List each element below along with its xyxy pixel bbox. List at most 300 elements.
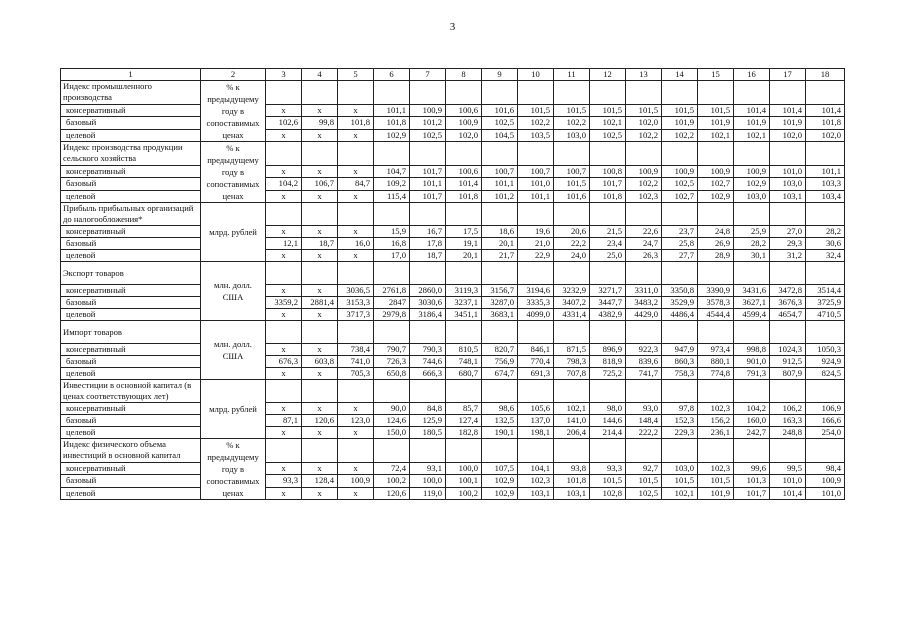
- empty-cell: [662, 262, 698, 285]
- value-cell: 102,3: [626, 190, 662, 202]
- value-cell: 100,9: [446, 117, 482, 129]
- empty-cell: [482, 142, 518, 166]
- value-cell: 3514,4: [806, 285, 845, 297]
- value-cell: 102,1: [734, 129, 770, 141]
- value-cell: 19,1: [446, 238, 482, 250]
- value-cell: 104,2: [734, 403, 770, 415]
- indicator-title: Индекс физического объема инвестиций в основной капитал: [61, 439, 201, 463]
- empty-cell: [806, 203, 845, 226]
- unit-cell: % к предыдущему году в сопоставимых ценах: [201, 81, 266, 142]
- value-cell: 101,0: [518, 178, 554, 190]
- indicator-title: Прибыль прибыльных организаций до налогообложения*: [61, 203, 201, 226]
- value-cell: 3350,8: [662, 285, 698, 297]
- value-cell: 99,6: [734, 462, 770, 474]
- empty-cell: [698, 142, 734, 166]
- value-cell: x: [302, 344, 338, 356]
- value-cell: 125,9: [410, 415, 446, 427]
- value-cell: 3407,2: [554, 297, 590, 309]
- value-cell: 93,0: [626, 403, 662, 415]
- value-cell: 156,2: [698, 415, 734, 427]
- value-cell: 102,0: [770, 129, 806, 141]
- empty-cell: [590, 321, 626, 344]
- value-cell: 101,1: [410, 178, 446, 190]
- table-row: [61, 368, 845, 380]
- empty-cell: [482, 439, 518, 463]
- value-cell: 101,5: [554, 178, 590, 190]
- empty-cell: [626, 380, 662, 403]
- value-cell: 101,8: [554, 475, 590, 487]
- value-cell: x: [302, 104, 338, 116]
- value-cell: 31,2: [770, 250, 806, 262]
- page-number: 3: [449, 21, 456, 33]
- column-number-header: 4: [302, 69, 338, 81]
- empty-cell: [374, 262, 410, 285]
- value-cell: x: [266, 129, 302, 141]
- value-cell: 17,5: [446, 226, 482, 238]
- empty-cell: [338, 439, 374, 463]
- value-cell: 236,1: [698, 427, 734, 439]
- column-number-header: 5: [338, 69, 374, 81]
- empty-cell: [302, 439, 338, 463]
- value-cell: 100,8: [590, 165, 626, 177]
- value-cell: 102,2: [518, 117, 554, 129]
- empty-cell: [734, 321, 770, 344]
- empty-cell: [698, 439, 734, 463]
- value-cell: x: [302, 250, 338, 262]
- value-cell: 98,6: [482, 403, 518, 415]
- value-cell: x: [266, 165, 302, 177]
- value-cell: 24,0: [554, 250, 590, 262]
- value-cell: 22,2: [554, 238, 590, 250]
- column-number-header: 13: [626, 69, 662, 81]
- value-cell: 102,9: [734, 178, 770, 190]
- value-cell: x: [266, 285, 302, 297]
- value-cell: 947,9: [662, 344, 698, 356]
- value-cell: 100,9: [662, 165, 698, 177]
- empty-cell: [698, 321, 734, 344]
- empty-cell: [698, 203, 734, 226]
- value-cell: 790,7: [374, 344, 410, 356]
- scenario-label: целевой: [61, 309, 201, 321]
- value-cell: 99,8: [302, 117, 338, 129]
- value-cell: 102,3: [518, 475, 554, 487]
- value-cell: 998,8: [734, 344, 770, 356]
- value-cell: x: [302, 427, 338, 439]
- value-cell: 4544,4: [698, 309, 734, 321]
- empty-cell: [410, 380, 446, 403]
- value-cell: 103,0: [770, 178, 806, 190]
- table-row: [61, 403, 845, 415]
- value-cell: 102,2: [662, 129, 698, 141]
- column-number-header: 8: [446, 69, 482, 81]
- empty-cell: [338, 380, 374, 403]
- table-row: [61, 344, 845, 356]
- value-cell: 93,1: [410, 462, 446, 474]
- value-cell: 871,5: [554, 344, 590, 356]
- value-cell: 101,8: [590, 190, 626, 202]
- empty-cell: [482, 321, 518, 344]
- value-cell: 738,4: [338, 344, 374, 356]
- header-row: [61, 69, 845, 81]
- value-cell: x: [266, 344, 302, 356]
- empty-cell: [626, 321, 662, 344]
- value-cell: 20,1: [446, 250, 482, 262]
- value-cell: 132,5: [482, 415, 518, 427]
- table-row: [61, 356, 845, 368]
- value-cell: x: [302, 403, 338, 415]
- value-cell: 3030,6: [410, 297, 446, 309]
- empty-cell: [374, 81, 410, 105]
- value-cell: x: [338, 427, 374, 439]
- value-cell: 101,9: [698, 487, 734, 499]
- value-cell: 105,6: [518, 403, 554, 415]
- value-cell: 101,5: [698, 104, 734, 116]
- scenario-label: базовый: [61, 178, 201, 190]
- value-cell: 25,8: [662, 238, 698, 250]
- empty-cell: [446, 262, 482, 285]
- empty-cell: [338, 262, 374, 285]
- value-cell: 24,8: [698, 226, 734, 238]
- value-cell: 102,2: [554, 117, 590, 129]
- value-cell: 16,7: [410, 226, 446, 238]
- value-cell: 29,3: [770, 238, 806, 250]
- empty-cell: [446, 439, 482, 463]
- value-cell: 119,0: [410, 487, 446, 499]
- empty-cell: [410, 321, 446, 344]
- empty-cell: [554, 321, 590, 344]
- value-cell: 846,1: [518, 344, 554, 356]
- value-cell: 680,7: [446, 368, 482, 380]
- value-cell: 101,8: [806, 117, 845, 129]
- value-cell: 229,3: [662, 427, 698, 439]
- value-cell: 101,1: [482, 178, 518, 190]
- value-cell: 101,5: [554, 104, 590, 116]
- empty-cell: [806, 439, 845, 463]
- value-cell: 1050,3: [806, 344, 845, 356]
- value-cell: 744,6: [410, 356, 446, 368]
- value-cell: 102,0: [626, 117, 662, 129]
- empty-cell: [554, 380, 590, 403]
- value-cell: 101,5: [626, 104, 662, 116]
- indicator-title: Экспорт товаров: [61, 262, 201, 285]
- value-cell: 107,5: [482, 462, 518, 474]
- value-cell: 102,9: [482, 475, 518, 487]
- indicator-title-row: [61, 262, 845, 285]
- empty-cell: [482, 380, 518, 403]
- value-cell: x: [338, 250, 374, 262]
- table-row: [61, 427, 845, 439]
- empty-cell: [482, 81, 518, 105]
- value-cell: 924,9: [806, 356, 845, 368]
- value-cell: 726,3: [374, 356, 410, 368]
- empty-cell: [374, 380, 410, 403]
- indicator-title: Индекс производства продукции сельского хозяйства: [61, 142, 201, 166]
- value-cell: 103,0: [662, 462, 698, 474]
- value-cell: 3529,9: [662, 297, 698, 309]
- indicator-title-row: [61, 142, 845, 166]
- empty-cell: [554, 203, 590, 226]
- value-cell: 818,9: [590, 356, 626, 368]
- value-cell: 101,9: [770, 117, 806, 129]
- value-cell: 103,0: [734, 190, 770, 202]
- value-cell: 137,0: [518, 415, 554, 427]
- value-cell: 103,5: [518, 129, 554, 141]
- value-cell: 102,7: [698, 178, 734, 190]
- value-cell: 160,0: [734, 415, 770, 427]
- column-number-header: 7: [410, 69, 446, 81]
- value-cell: 691,3: [518, 368, 554, 380]
- column-number-header: 11: [554, 69, 590, 81]
- value-cell: 3194,6: [518, 285, 554, 297]
- empty-cell: [266, 380, 302, 403]
- value-cell: x: [266, 368, 302, 380]
- value-cell: 104,7: [374, 165, 410, 177]
- value-cell: 860,3: [662, 356, 698, 368]
- value-cell: 100,9: [698, 165, 734, 177]
- value-cell: 102,3: [698, 403, 734, 415]
- value-cell: 22,6: [626, 226, 662, 238]
- value-cell: x: [266, 403, 302, 415]
- value-cell: 101,7: [410, 165, 446, 177]
- value-cell: 99,5: [770, 462, 806, 474]
- value-cell: 100,9: [806, 475, 845, 487]
- value-cell: 101,4: [446, 178, 482, 190]
- value-cell: 92,7: [626, 462, 662, 474]
- value-cell: 25,9: [734, 226, 770, 238]
- empty-cell: [338, 142, 374, 166]
- value-cell: 21,0: [518, 238, 554, 250]
- value-cell: 2881,4: [302, 297, 338, 309]
- value-cell: 144,6: [590, 415, 626, 427]
- empty-cell: [302, 142, 338, 166]
- value-cell: 28,2: [734, 238, 770, 250]
- value-cell: 98,4: [806, 462, 845, 474]
- empty-cell: [302, 262, 338, 285]
- value-cell: 102,2: [626, 129, 662, 141]
- value-cell: 104,5: [482, 129, 518, 141]
- empty-cell: [734, 142, 770, 166]
- value-cell: 4599,4: [734, 309, 770, 321]
- scenario-label: консервативный: [61, 165, 201, 177]
- value-cell: 103,3: [806, 178, 845, 190]
- value-cell: 100,9: [410, 104, 446, 116]
- value-cell: 100,2: [374, 475, 410, 487]
- value-cell: 100,9: [734, 165, 770, 177]
- empty-cell: [662, 439, 698, 463]
- table-row: [61, 178, 845, 190]
- column-number-header: 10: [518, 69, 554, 81]
- value-cell: 650,8: [374, 368, 410, 380]
- value-cell: x: [266, 190, 302, 202]
- value-cell: 101,4: [770, 487, 806, 499]
- value-cell: 101,8: [374, 117, 410, 129]
- empty-cell: [734, 439, 770, 463]
- value-cell: x: [338, 487, 374, 499]
- unit-cell: млрд. рублей: [201, 380, 266, 439]
- value-cell: 98,0: [590, 403, 626, 415]
- value-cell: 30,1: [734, 250, 770, 262]
- empty-cell: [302, 321, 338, 344]
- value-cell: 182,8: [446, 427, 482, 439]
- value-cell: 100,7: [482, 165, 518, 177]
- value-cell: x: [302, 165, 338, 177]
- table-row: [61, 129, 845, 141]
- value-cell: 820,7: [482, 344, 518, 356]
- table-row: [61, 309, 845, 321]
- empty-cell: [518, 203, 554, 226]
- table-row: [61, 297, 845, 309]
- value-cell: 102,9: [374, 129, 410, 141]
- value-cell: 103,4: [806, 190, 845, 202]
- empty-cell: [626, 142, 662, 166]
- empty-cell: [662, 380, 698, 403]
- table-row: [61, 226, 845, 238]
- empty-cell: [590, 81, 626, 105]
- indicator-title: Индекс промышленного производства: [61, 81, 201, 105]
- value-cell: 101,1: [374, 104, 410, 116]
- value-cell: x: [338, 129, 374, 141]
- table-row: [61, 238, 845, 250]
- value-cell: 101,7: [590, 178, 626, 190]
- value-cell: 100,6: [446, 104, 482, 116]
- value-cell: x: [266, 226, 302, 238]
- value-cell: 101,5: [590, 475, 626, 487]
- value-cell: 3119,3: [446, 285, 482, 297]
- value-cell: x: [266, 309, 302, 321]
- value-cell: 30,6: [806, 238, 845, 250]
- table-row: [61, 117, 845, 129]
- value-cell: 15,9: [374, 226, 410, 238]
- column-number-header: 16: [734, 69, 770, 81]
- value-cell: 18,7: [410, 250, 446, 262]
- table-row: [61, 250, 845, 262]
- value-cell: 32,4: [806, 250, 845, 262]
- value-cell: 85,7: [446, 403, 482, 415]
- column-number-header: 15: [698, 69, 734, 81]
- value-cell: 791,3: [734, 368, 770, 380]
- value-cell: 741,7: [626, 368, 662, 380]
- value-cell: 100,7: [518, 165, 554, 177]
- value-cell: 101,4: [806, 104, 845, 116]
- empty-cell: [410, 81, 446, 105]
- empty-cell: [302, 81, 338, 105]
- value-cell: 100,2: [446, 487, 482, 499]
- value-cell: 4382,9: [590, 309, 626, 321]
- value-cell: 17,0: [374, 250, 410, 262]
- value-cell: 101,1: [806, 165, 845, 177]
- empty-cell: [806, 142, 845, 166]
- value-cell: 106,2: [770, 403, 806, 415]
- scenario-label: базовый: [61, 475, 201, 487]
- value-cell: 4429,0: [626, 309, 662, 321]
- value-cell: 790,3: [410, 344, 446, 356]
- value-cell: 3186,4: [410, 309, 446, 321]
- value-cell: 120,6: [302, 415, 338, 427]
- value-cell: 2847: [374, 297, 410, 309]
- scenario-label: целевой: [61, 190, 201, 202]
- value-cell: 18,7: [302, 238, 338, 250]
- column-number-header: 17: [770, 69, 806, 81]
- value-cell: 101,8: [446, 190, 482, 202]
- value-cell: 103,1: [518, 487, 554, 499]
- column-number-header: 12: [590, 69, 626, 81]
- value-cell: 4654,7: [770, 309, 806, 321]
- value-cell: 106,7: [302, 178, 338, 190]
- value-cell: 101,0: [770, 165, 806, 177]
- value-cell: 758,3: [662, 368, 698, 380]
- value-cell: x: [266, 250, 302, 262]
- indicator-title-row: [61, 203, 845, 226]
- value-cell: 3676,3: [770, 297, 806, 309]
- value-cell: 242,7: [734, 427, 770, 439]
- value-cell: 102,1: [590, 117, 626, 129]
- empty-cell: [806, 81, 845, 105]
- value-cell: 807,9: [770, 368, 806, 380]
- table-row: [61, 487, 845, 499]
- value-cell: 163,3: [770, 415, 806, 427]
- value-cell: 103,1: [770, 190, 806, 202]
- value-cell: x: [338, 462, 374, 474]
- value-cell: 12,1: [266, 238, 302, 250]
- scenario-label: базовый: [61, 238, 201, 250]
- empty-cell: [590, 439, 626, 463]
- value-cell: 101,8: [338, 117, 374, 129]
- indicator-title-row: [61, 81, 845, 105]
- column-number-header: 18: [806, 69, 845, 81]
- table-row: [61, 104, 845, 116]
- value-cell: 27,7: [662, 250, 698, 262]
- empty-cell: [518, 380, 554, 403]
- value-cell: 3451,1: [446, 309, 482, 321]
- value-cell: x: [302, 129, 338, 141]
- value-cell: x: [302, 226, 338, 238]
- value-cell: 102,1: [698, 129, 734, 141]
- value-cell: 190,1: [482, 427, 518, 439]
- value-cell: 24,7: [626, 238, 662, 250]
- table-row: [61, 475, 845, 487]
- scenario-label: целевой: [61, 427, 201, 439]
- value-cell: 3725,9: [806, 297, 845, 309]
- value-cell: 102,5: [410, 129, 446, 141]
- empty-cell: [302, 380, 338, 403]
- value-cell: 101,5: [662, 475, 698, 487]
- empty-cell: [770, 203, 806, 226]
- empty-cell: [554, 142, 590, 166]
- value-cell: 922,3: [626, 344, 662, 356]
- value-cell: 100,1: [446, 475, 482, 487]
- value-cell: 896,9: [590, 344, 626, 356]
- value-cell: 101,5: [662, 104, 698, 116]
- value-cell: 774,8: [698, 368, 734, 380]
- value-cell: 166,6: [806, 415, 845, 427]
- table-row: [61, 415, 845, 427]
- empty-cell: [770, 380, 806, 403]
- value-cell: 912,5: [770, 356, 806, 368]
- empty-cell: [410, 203, 446, 226]
- empty-cell: [698, 262, 734, 285]
- scenario-label: базовый: [61, 297, 201, 309]
- value-cell: 3717,3: [338, 309, 374, 321]
- value-cell: 705,3: [338, 368, 374, 380]
- value-cell: 102,5: [662, 178, 698, 190]
- value-cell: 23,4: [590, 238, 626, 250]
- value-cell: 102,0: [446, 129, 482, 141]
- value-cell: 102,1: [662, 487, 698, 499]
- value-cell: 100,0: [410, 475, 446, 487]
- indicator-title-row: [61, 321, 845, 344]
- scenario-label: консервативный: [61, 344, 201, 356]
- value-cell: x: [302, 309, 338, 321]
